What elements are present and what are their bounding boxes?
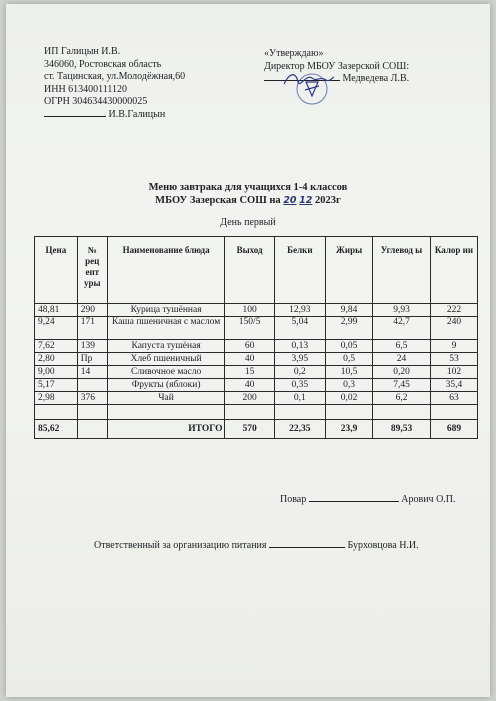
responsible-signature: Ответственный за организацию питания Бурховцова Н.И. <box>94 540 419 551</box>
menu-title-line2: МБОУ Зазерская СОШ на 20 12 2023г <box>155 195 341 206</box>
col-price: Цена <box>35 237 78 304</box>
table-empty-row <box>35 405 478 420</box>
table-row: 9,00 14 Сливочное масло 15 0,2 10,5 0,20 102 <box>35 366 478 379</box>
table-row: 7,62 139 Капуста тушёная 60 0,13 0,05 6,5 9 <box>35 340 478 353</box>
menu-table <box>34 236 478 439</box>
menu-day-label: День первый <box>220 217 276 228</box>
director-signature-line: Медведева Л.В. <box>264 73 409 86</box>
ip-info <box>44 46 185 121</box>
table-row: 9,24 171 Каша пшеничная с маслом 150/5 5,04 2,99 42,7 240 <box>35 317 478 340</box>
date-day: 20 <box>283 195 297 206</box>
director-title: Директор МБОУ Зазерской СОШ: <box>264 60 410 72</box>
ip-address2: ст. Тацинская, ул.Молодёжная,60 <box>44 71 186 82</box>
col-recipe: № рец епт уры <box>77 237 107 304</box>
document-page <box>6 4 490 697</box>
table-row: 5,17 Фрукты (яблоки) 40 0,35 0,3 7,45 35,4 <box>35 379 478 392</box>
col-protein: Белки <box>274 237 325 304</box>
school-seal <box>294 72 330 106</box>
ip-inn: ИНН 613400111120 <box>44 83 128 95</box>
table-row: 48,81 290 Курица тушённая 100 12,93 9,84 9,93 222 <box>35 304 478 317</box>
col-dish: Наименование блюда <box>107 237 225 304</box>
table-header-row <box>35 237 478 304</box>
col-yield: Выход <box>225 237 274 304</box>
table-row: 2,80 Пр Хлеб пшеничный 40 3,95 0,5 24 53 <box>35 353 478 366</box>
ip-address1: 346060, Ростовская область <box>44 58 162 70</box>
ip-name: ИП Галицын И.В. <box>44 46 121 57</box>
approve-label: «Утверждаю» <box>264 48 324 59</box>
date-month: 12 <box>299 195 313 206</box>
col-calories: Калор ии <box>430 237 477 304</box>
table-total-row: 85,62 ИТОГО 570 22,35 23,9 89,53 689 <box>35 420 478 439</box>
table-row: 2,98 376 Чай 200 0,1 0,02 6,2 63 <box>35 392 478 405</box>
col-carbs: Углевод ы <box>373 237 431 304</box>
ip-ogrn: ОГРН 304634430000025 <box>44 96 148 107</box>
cook-signature: Повар Арович О.П. <box>280 494 456 505</box>
ip-signature-line: И.В.Галицын <box>44 109 185 122</box>
menu-title-line1: Меню завтрака для учащихся 1-4 классов <box>148 182 348 193</box>
col-fat: Жиры <box>326 237 373 304</box>
